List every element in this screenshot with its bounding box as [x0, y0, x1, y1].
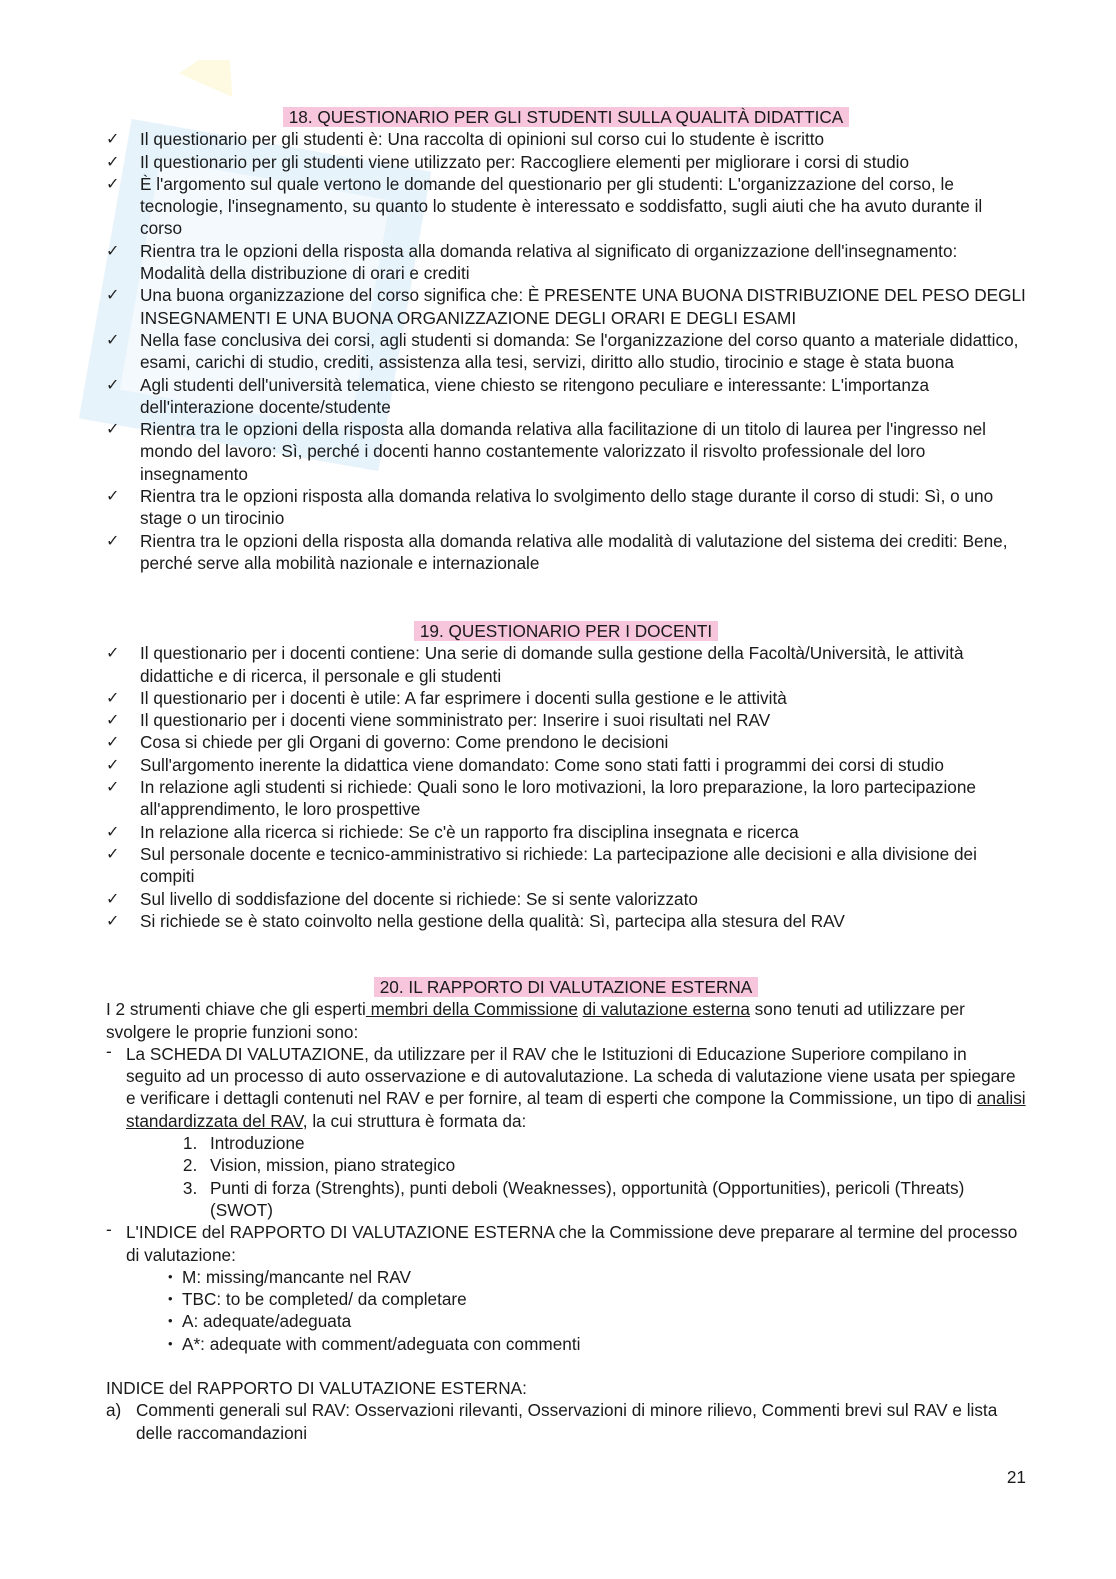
point-a-text: Commenti generali sul RAV: Osservazioni rilevanti, Osservazioni di minore rilievo, Commenti brevi sul RAV e lista delle raccomandazioni	[136, 1400, 998, 1443]
indice-point-a	[106, 1399, 1026, 1444]
list-item: 2. Vision, mission, piano strategico	[202, 1154, 1026, 1176]
list-item: ✓ Rientra tra le opzioni della risposta alla domanda relativa alla facilitazione di un titolo di laurea per l'ingresso nel mondo del lavoro: Sì, perché i docenti hanno costantemente valorizzato il risvolto professionale del loro insegnamento	[106, 418, 1026, 485]
list-item: ✓ Il questionario per gli studenti è: Una raccolta di opinioni sul corso cui lo studente è iscritto	[106, 128, 1026, 150]
list-item: ✓ Sull'argomento inerente la didattica viene domandato: Come sono stati fatti i programmi dei corsi di studio	[106, 754, 1026, 776]
list-item: ✓ Il questionario per gli studenti viene utilizzato per: Raccogliere elementi per migliorare i corsi di studio	[106, 151, 1026, 173]
point-a-marker: a)	[106, 1400, 122, 1421]
list-item: • A: adequate/adeguata	[168, 1310, 1026, 1332]
intro-text: I 2 strumenti chiave che gli esperti	[106, 999, 366, 1020]
list-item: • A*: adequate with comment/adeguata con commenti	[168, 1333, 1026, 1355]
section-20	[106, 976, 1026, 1444]
section-19	[106, 620, 1026, 932]
list-item: ✓ Sul personale docente e tecnico-amministrativo si richiede: La partecipazione alle decisioni e alla divisione dei compiti	[106, 843, 1026, 888]
list-item: ✓ Agli studenti dell'università telematica, viene chiesto se ritengono peculiare e interessante: L'importanza dell'interazione docente/studente	[106, 374, 1026, 419]
dash-marker: -	[106, 1040, 112, 1061]
section-18-list	[106, 128, 1026, 574]
intro-underlined-valutazione: di valutazione esterna	[582, 999, 750, 1020]
list-item: ✓ Sul livello di soddisfazione del docente si richiede: Se si sente valorizzato	[106, 888, 1026, 910]
list-item: ✓ In relazione agli studenti si richiede: Quali sono le loro motivazioni, la loro preparazione, la loro partecipazione all'apprendimento, le loro prospettive	[106, 776, 1026, 821]
list-item: ✓ Il questionario per i docenti viene somministrato per: Inserire i suoi risultati nel RAV	[106, 709, 1026, 731]
indice-rapporto-item	[106, 1221, 1026, 1266]
list-item: ✓ Nella fase conclusiva dei corsi, agli studenti si domanda: Se l'organizzazione del corso quanto a materiale didattico, esami, carichi di studio, crediti, assistenza alla tesi, servizi, diritto allo studio, tirocinio e stage è stata buona	[106, 329, 1026, 374]
list-item: ✓ Si richiede se è stato coinvolto nella gestione della qualità: Sì, partecipa alla stesura del RAV	[106, 910, 1026, 932]
indice-codes-list	[106, 1266, 1026, 1355]
list-item: • M: missing/mancante nel RAV	[168, 1266, 1026, 1288]
list-item: ✓ Cosa si chiede per gli Organi di governo: Come prendono le decisioni	[106, 731, 1026, 753]
list-item: 1. Introduzione	[202, 1132, 1026, 1154]
scheda-valutazione-item	[106, 1040, 1026, 1132]
list-item: ✓ Il questionario per i docenti contiene: Una serie di domande sulla gestione della Facoltà/Università, le attività didattiche e di ricerca, il personale e gli studenti	[106, 642, 1026, 687]
scheda-structure-list	[106, 1132, 1026, 1221]
page-number: 21	[1006, 1467, 1026, 1487]
list-item: • TBC: to be completed/ da completare	[168, 1288, 1026, 1310]
section-19-list	[106, 642, 1026, 932]
list-item: ✓ Il questionario per i docenti è utile: A far esprimere i docenti sulla gestione e le attività	[106, 687, 1026, 709]
section-19-title: 19. QUESTIONARIO PER I DOCENTI	[414, 621, 718, 641]
list-item: ✓ In relazione alla ricerca si richiede: Se c'è un rapporto fra disciplina insegnata e ricerca	[106, 821, 1026, 843]
intro-underlined-commission: membri della Commissione	[365, 999, 578, 1020]
indice-heading: INDICE del RAPPORTO DI VALUTAZIONE ESTERNA:	[106, 1378, 527, 1399]
dash-marker: -	[106, 1219, 112, 1240]
list-item: ✓ Rientra tra le opzioni della risposta alla domanda relativa al significato di organizzazione dell'insegnamento: Modalità della distribuzione di orari e crediti	[106, 240, 1026, 285]
list-item: ✓ Una buona organizzazione del corso significa che: È PRESENTE UNA BUONA DISTRIBUZIONE DEL PESO DEGLI INSEGNAMENTI E UNA BUONA ORGANIZZAZIONE DEGLI ORARI E DEGLI ESAMI	[106, 284, 1026, 329]
scheda-text-end: , la cui struttura è formata da:	[302, 1110, 527, 1131]
intro-text-end: sono tenuti ad utilizzare per svolgere le proprie funzioni sono:	[106, 999, 965, 1042]
list-item: ✓ È l'argomento sul quale vertono le domande del questionario per gli studenti: L'organizzazione del corso, le tecnologie, l'insegnamento, su quanto lo studente è interessato e soddisfatto, sugli aiuti che ha avuto durante il corso	[106, 173, 1026, 240]
section-18	[106, 106, 1026, 574]
section-18-title: 18. QUESTIONARIO PER GLI STUDENTI SULLA QUALITÀ DIDATTICA	[283, 107, 850, 127]
section-20-title: 20. IL RAPPORTO DI VALUTAZIONE ESTERNA	[374, 977, 759, 997]
list-item: ✓ Rientra tra le opzioni risposta alla domanda relativa lo svolgimento dello stage durante il corso di studi: Sì, o uno stage o un tirocinio	[106, 485, 1026, 530]
section-20-intro	[106, 998, 1026, 1043]
scheda-underlined: analisi standardizzata del RAV	[126, 1088, 1026, 1131]
scheda-text: La SCHEDA DI VALUTAZIONE, da utilizzare per il RAV che le Istituzioni di Educazione Superiore compilano in seguito ad un processo di auto osservazione e di autovalutazione. La scheda di valutazione viene usata per spiegare e verificare i dettagli contenuti nel RAV e per fornire, al team di esperti che compone la Commissione, un tipo di	[126, 1043, 1016, 1109]
list-item: 3. Punti di forza (Strenghts), punti deboli (Weaknesses), opportunità (Opportunities), pericoli (Threats) (SWOT)	[202, 1177, 1026, 1222]
list-item: ✓ Rientra tra le opzioni della risposta alla domanda relativa alle modalità di valutazione del sistema dei crediti: Bene, perché serve alla mobilità nazionale e internazionale	[106, 530, 1026, 575]
indice-text: L'INDICE del RAPPORTO DI VALUTAZIONE ESTERNA che la Commissione deve preparare al termine del processo di valutazione:	[126, 1222, 1018, 1265]
